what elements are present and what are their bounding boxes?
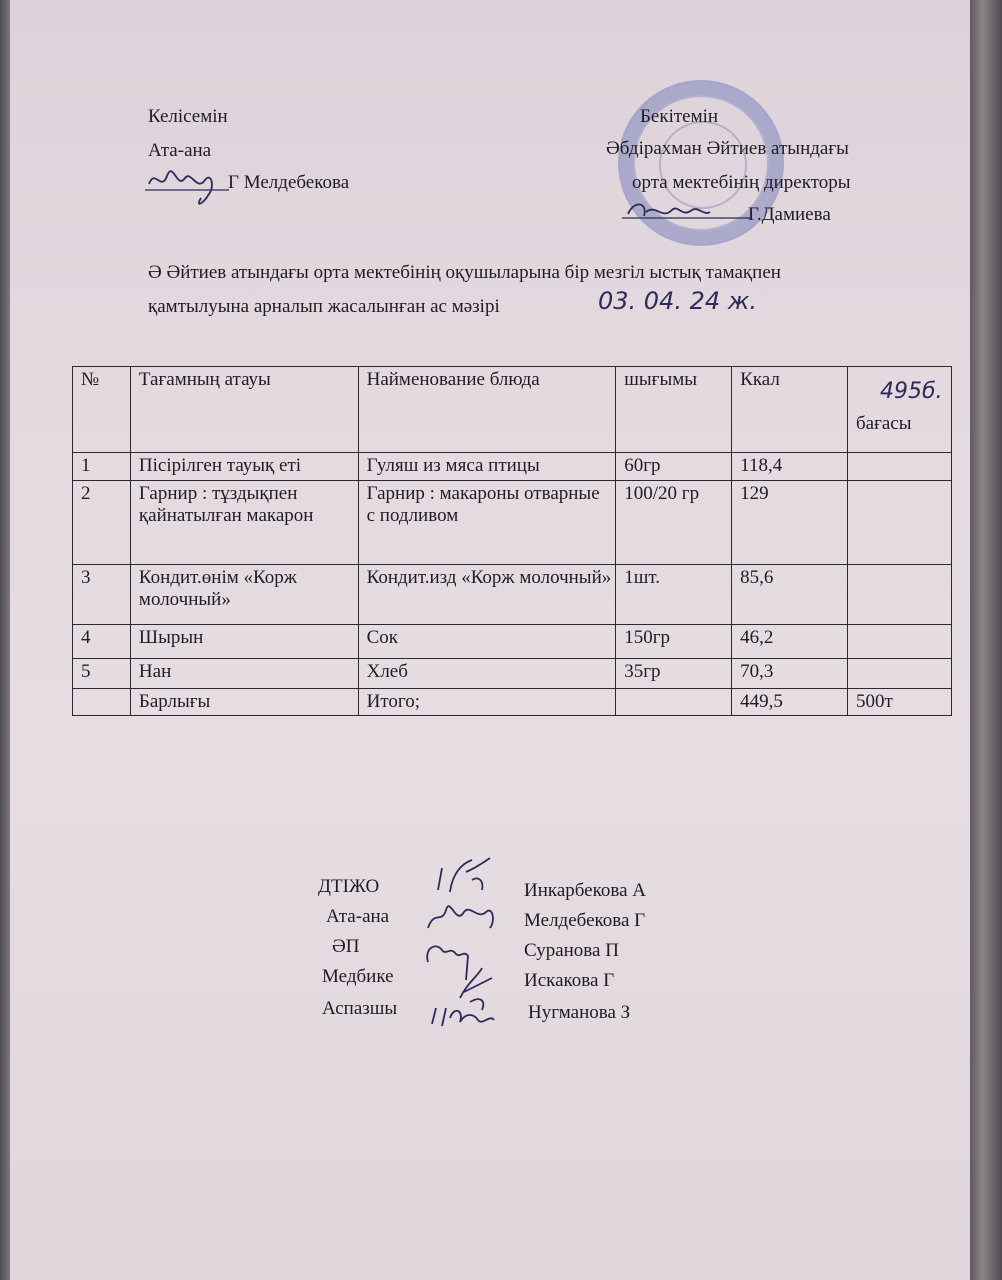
sign-role: ӘП: [332, 936, 360, 957]
table-total-row: [73, 689, 952, 716]
sign-name: Нугманова З: [528, 1002, 631, 1023]
row-name-kz: Пісірілген тауық еті: [130, 453, 358, 481]
row-price: [847, 481, 951, 565]
row-name-kz: Шырын: [130, 625, 358, 659]
row-kcal: 118,4: [732, 453, 848, 481]
total-num: [73, 689, 131, 716]
row-kcal: 70,3: [732, 659, 848, 689]
table-row: [73, 453, 952, 481]
row-price: [847, 625, 951, 659]
total-price: 500т: [847, 689, 951, 716]
sign-role: ДТІЖО: [318, 876, 380, 897]
row-yield: 1шт.: [616, 565, 732, 625]
approval-line2: орта мектебінің директоры: [632, 172, 851, 193]
row-kcal: 129: [732, 481, 848, 565]
total-label-ru: Итого;: [358, 689, 616, 716]
menu-table: [72, 366, 952, 716]
row-kcal: 85,6: [732, 565, 848, 625]
sign-name: Мелдебекова Г: [524, 910, 646, 931]
row-price: [847, 659, 951, 689]
header-name-kz: Тағамның атауы: [130, 367, 358, 453]
header-name-ru: Найменование блюда: [358, 367, 616, 453]
sign-name: Суранова П: [524, 940, 619, 961]
header-num: №: [73, 367, 131, 453]
row-kcal: 46,2: [732, 625, 848, 659]
row-name-kz: Нан: [130, 659, 358, 689]
sign-name: Инкарбекова А: [524, 880, 647, 901]
header-price-label: бағасы: [855, 413, 912, 434]
header-kcal: Ккал: [732, 367, 848, 453]
row-name-ru: Гарнир : макароны отварные с подливом: [358, 481, 616, 565]
handwritten-date: 03. 04. 24 ж.: [598, 287, 758, 315]
table-header-row: [73, 367, 952, 453]
row-name-ru: Гуляш из мяса птицы: [358, 453, 616, 481]
row-name-ru: Кондит.изд «Корж молочный»: [358, 565, 616, 625]
row-name-kz: Гарнир : тұздықпен қайнатылған макарон: [130, 481, 358, 565]
director-signature: [622, 192, 752, 232]
row-name-ru: Хлеб: [358, 659, 616, 689]
photo-edge-left: [0, 0, 10, 1280]
total-yield: [616, 689, 732, 716]
row-yield: 60гр: [616, 453, 732, 481]
parent-signature: [145, 162, 235, 212]
agreement-name: Г Мелдебекова: [228, 172, 350, 193]
intro-line2: қамтылуына арналып жасалынған ас мәзірі: [148, 296, 500, 317]
sign-role: Ата-ана: [326, 906, 390, 927]
table-row: [73, 481, 952, 565]
handwritten-signatures: [420, 850, 530, 1040]
sign-role: Медбике: [322, 966, 394, 987]
header-price: [847, 367, 951, 453]
row-yield: 150гр: [616, 625, 732, 659]
row-num: 3: [73, 565, 131, 625]
approval-line1: Әбдірахман Әйтиев атындағы: [606, 138, 849, 159]
table-row: [73, 625, 952, 659]
approval-title: Бекітемін: [640, 106, 719, 127]
row-yield: 100/20 гр: [616, 481, 732, 565]
approval-name: Г.Дамиева: [748, 204, 831, 225]
row-name-ru: Сок: [358, 625, 616, 659]
row-price: [847, 565, 951, 625]
row-yield: 35гр: [616, 659, 732, 689]
row-name-kz: Кондит.өнім «Корж молочный»: [130, 565, 358, 625]
row-num: 2: [73, 481, 131, 565]
agreement-title: Келісемін: [148, 106, 228, 127]
table-row: [73, 565, 952, 625]
table-row: [73, 659, 952, 689]
row-price: [847, 453, 951, 481]
agreement-role: Ата-ана: [148, 140, 212, 161]
photo-edge-right: [970, 0, 1002, 1280]
row-num: 4: [73, 625, 131, 659]
intro-line1: Ә Әйтиев атындағы орта мектебінің оқушыларына бір мезгіл ыстық тамақпен: [148, 262, 781, 283]
row-num: 1: [73, 453, 131, 481]
header-yield: шығымы: [616, 367, 732, 453]
sign-name: Искакова Г: [524, 970, 615, 991]
total-label-kz: Барлығы: [130, 689, 358, 716]
handwritten-total: 495б.: [879, 379, 943, 404]
row-num: 5: [73, 659, 131, 689]
total-kcal: 449,5: [732, 689, 848, 716]
sign-role: Аспазшы: [322, 998, 398, 1019]
